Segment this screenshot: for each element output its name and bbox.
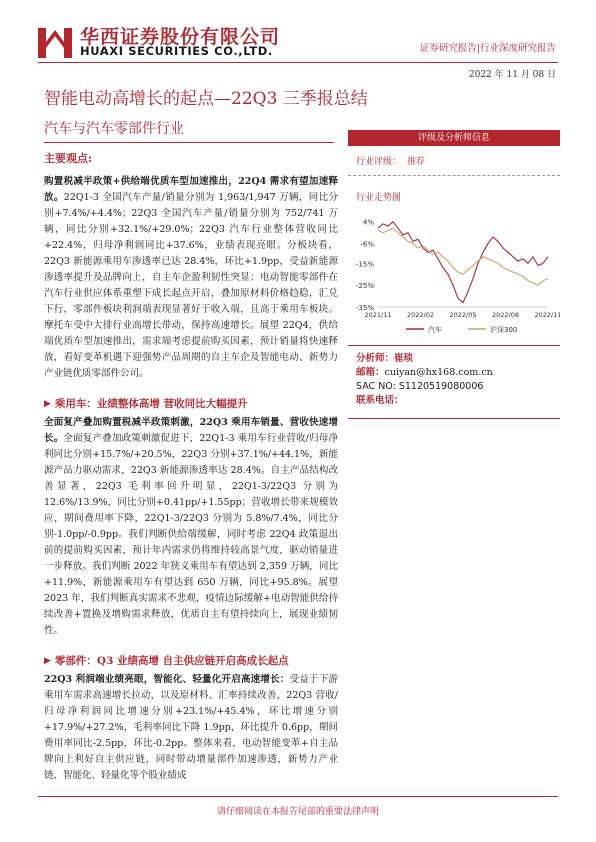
section-passenger-title: 乘用车：业绩整体高增 营收同比大幅提升: [54, 398, 248, 410]
footer-divider: [38, 796, 558, 797]
report-title: 智能电动高增长的起点—22Q3 三季报总结: [44, 89, 368, 109]
y-tick-label: -35%: [355, 304, 374, 312]
passenger-paragraph: [44, 415, 338, 639]
viewpoint-body: 22Q1-3 全国汽车产量/销量分别为 1,963/1,947 万辆，同比分别+7.4%/+4.4%；22Q3 全国汽车产量/销量分别为 752/741 万辆，同比分别+32.1%/+29.0%；22Q3 汽车行业整体营收同比+22.4%，归母净利润同比+37.6%，业绩表现亮眼。分板块看，22Q3 新能源乘用车渗透率已达 28.4%，环比+1.9pp，受益新能源渗透率提升及品牌向上，自主车企盈利韧性突显；电动智能零部件在汽车行业供应体系重塑下成长起点开启，叠加原材料价格趋稳，汇兑下行，零部件板块利润端表现显著好于收入端，且高于乘用车板块。摩托车受中大排行业高增长带动，保持高速增长。展望 22Q4，供给端优质车型加速推出，需求端考虑提前购买因素，预计销量将快速释放，看好变革机遇下迎强势产品周期的自主车企及智能电动、新势力产业链优质零部件公司。: [44, 192, 338, 379]
triangle-bullet-icon: ▶: [44, 398, 51, 409]
series-line-hs300: [378, 228, 548, 285]
trend-chart-svg: [348, 207, 560, 345]
legal-notice[interactable]: 请仔细阅读在本报告尾部的重要法律声明: [216, 807, 379, 817]
rating-label: 行业评级：: [356, 157, 402, 167]
viewpoint-lead: 购置税减半政策+供给端优质车型加速推出，22Q4 需求有望加速释放。: [44, 176, 338, 203]
header-divider: [38, 62, 558, 63]
industry-divider: [44, 142, 334, 143]
viewpoint-paragraph: [44, 174, 338, 382]
analyst-email[interactable]: cuiyan@hx168.com.cn: [384, 367, 493, 378]
legend-label: 沪深300: [490, 326, 518, 334]
passenger-lead: 全面复产叠加购置税减半政策刺激，22Q3 乘用车销量、营收快速增长。: [44, 417, 338, 444]
industry-name: 汽车与汽车零部件行业: [44, 121, 184, 137]
y-tick-label: -6%: [360, 240, 374, 249]
parts-body: 受益于下游乘用车需求高速增长拉动，以及原材料、汇率持续改善，22Q3 营收/归母净利润同比增速分别+23.1%/+45.4%，环比增速分别+17.9%/+27.2%，毛利率同比下降 1.9pp，环比提升 0.6pp，期间费用率同比-2.5pp，环比-0.2pp。整体来看，电动智能变革+自主品牌向上利好自主供应链，同时带动增量部件加速渗透，新势力产业链、智能化、轻量化等个股业绩成: [44, 674, 338, 781]
x-tick-label: 2022/08: [491, 311, 520, 319]
y-tick-label: -15%: [355, 260, 374, 269]
y-tick-label: -25%: [355, 282, 374, 291]
legend-label: 汽车: [428, 326, 442, 334]
parts-lead: 22Q3 利润端业绩亮眼，智能化、轻量化开启高速增长：: [44, 674, 290, 685]
x-tick-label: 2022/05: [449, 311, 477, 319]
triangle-bullet-icon: ▶: [44, 655, 51, 666]
analyst-label: 分析师：: [356, 353, 395, 364]
sidebar: [348, 130, 560, 419]
report-type: 证券研究报告|行业深度研究报告: [419, 43, 556, 54]
x-tick-label: 2021/11: [364, 311, 392, 319]
x-tick-label: 2022/02: [406, 311, 435, 319]
phone-label: 联系电话：: [356, 395, 404, 406]
trend-chart-title: 行业走势图: [356, 193, 402, 203]
y-tick-label: 4%: [362, 218, 374, 227]
parts-paragraph: [44, 672, 338, 784]
trend-chart: [348, 207, 560, 345]
x-tick-label: 2022/11: [534, 311, 560, 319]
company-name-cn: 华西证券股份有限公司: [80, 26, 281, 48]
analyst-divider: [348, 418, 560, 419]
sac-number: SAC NO: S1120519080006: [356, 381, 484, 392]
section-parts-title: 零部件：Q3 业绩高增 自主供应链开启高成长起点: [54, 655, 289, 667]
main-content: [44, 150, 338, 784]
passenger-body: 全面复产叠加政策刺激促进下，22Q1-3 乘用车行业营收/归母净利同比分别+15.7%/+20.5%，22Q3 分别+37.1%/+44.1%，新能源产品力驱动需求，22Q3 新能源渗透率达 28.4%。自主产品结构改善显著，22Q3 毛利率回升明显，22Q1-3/22Q3 分别为 12.6%/13.9%，同比分别+0.41pp/+1.55pp；营收增长带来规模效应，期间费用率下降，22Q1-3/22Q3 分别为 5.8%/7.4%，同比分别-1.0pp/-0.9pp。我们判断供给端缓解，同时考虑 22Q4 政策退出前的提前购买因素，预计年内需求仍将维持较高景气度，驱动销量进一步释放。我们判断 2022 年狭义乘用车有望达到 2,359 万辆，同比+11.9%，新能源乘用车有望达到 650 万辆，同比+95.8%。展望 2023 年，我们判断真实需求不悲观，疫情边际缓解+电动智能供给持续改善+置换及增购需求释放，优质自主有望持续向上，展现业绩韧性。: [44, 433, 338, 636]
analyst-info: [348, 346, 560, 414]
industry-rating: [348, 146, 560, 176]
rating-box-title: 评级及分析师信息: [348, 130, 560, 146]
company-name-en: HUAXI SECURITIES CO.,LTD.: [80, 44, 273, 58]
huaxi-logo-icon: [38, 24, 72, 58]
rating-value: 推荐: [407, 157, 426, 167]
section-passenger-heading: [44, 396, 338, 411]
series-line-auto: [378, 222, 548, 303]
report-date: 2022 年 11 月 08 日: [468, 70, 556, 80]
report-header: [0, 0, 596, 80]
section-parts-heading: [44, 653, 338, 668]
viewpoint-heading: 主要观点:: [44, 152, 93, 165]
mail-label: 邮箱：: [356, 367, 385, 378]
analyst-name: 崔琰: [394, 353, 414, 364]
